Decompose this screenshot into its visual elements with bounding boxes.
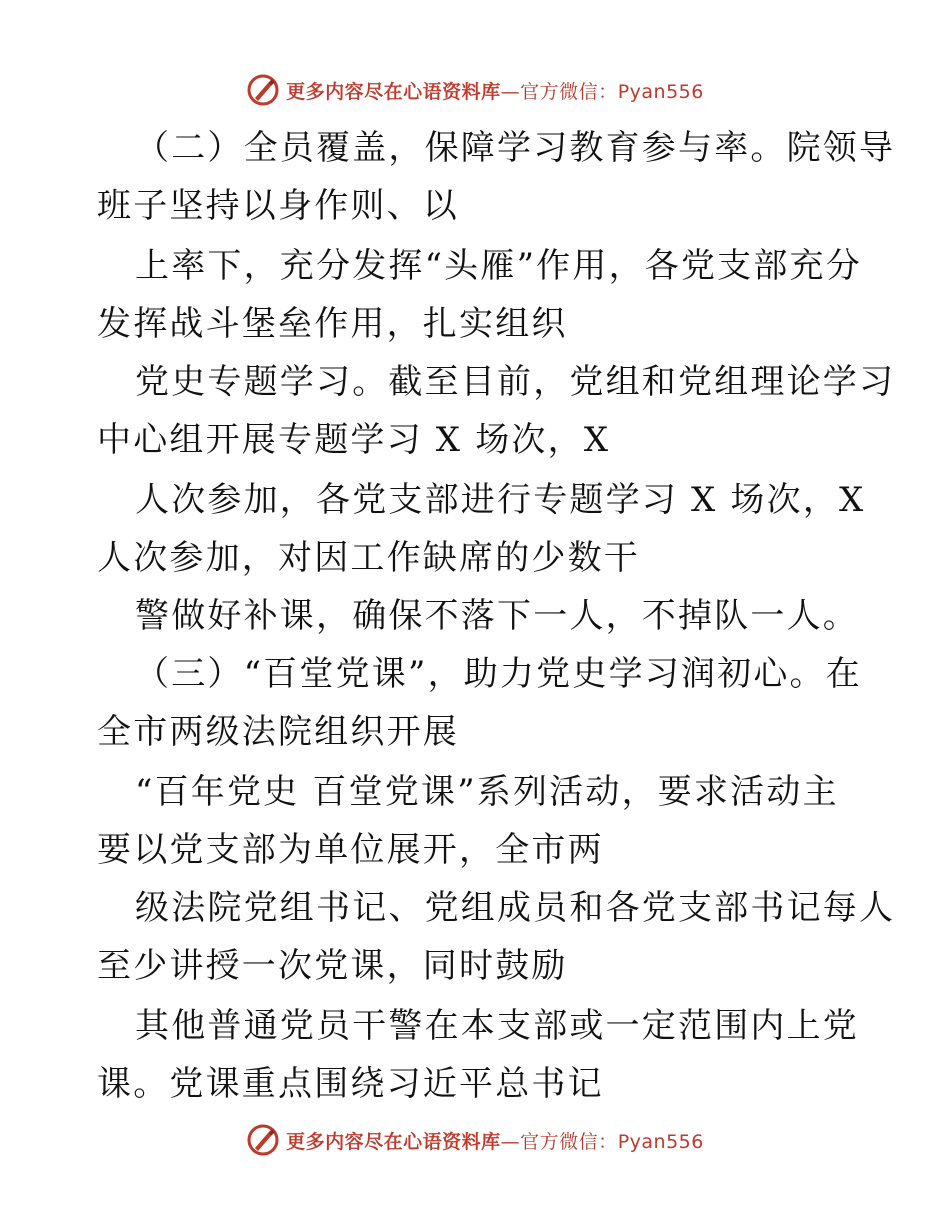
header-watermark [0,70,950,110]
body-line: 要以党支部为单位展开，全市两 [97,830,604,870]
body-line: 至少讲授一次党课，同时鼓励 [97,946,568,986]
watermark-handle: Pyan556 [617,1130,704,1153]
body-line: 级法院党组书记、党组成员和各党支部书记每人 [135,888,896,928]
body-line: 发挥战斗堡垒作用，扎实组织 [97,304,568,344]
body-line: 党史专题学习。截至目前，党组和党组理论学习 [135,362,896,402]
body-line: 课。党课重点围绕习近平总书记 [97,1064,604,1104]
watermark-dash: — [500,1130,521,1153]
body-line: 全市两级法院组织开展 [97,712,459,752]
watermark-handle: Pyan556 [617,80,704,103]
red-pen-circle-icon [246,73,280,107]
body-line: 中心组开展专题学习 X 场次，X [97,420,611,460]
watermark-text [286,1127,704,1154]
body-line: “百年党史 百堂党课”系列活动，要求活动主 [135,772,839,812]
body-line: 班子坚持以身作则、以 [97,186,459,226]
body-line: 人次参加，各党支部进行专题学习 X 场次，X [135,480,866,520]
watermark-official-label: 官方微信： [520,1130,618,1153]
watermark-site-text: 更多内容尽在心语资料库 [286,1130,501,1153]
body-line: 上率下，充分发挥“头雁”作用，各党支部充分 [135,246,862,286]
body-line: 人次参加，对因工作缺席的少数干 [97,538,640,578]
body-line: 其他普通党员干警在本支部或一定范围内上党 [135,1006,859,1046]
body-line: （三）“百堂党课”，助力党史学习润初心。在 [135,654,862,694]
watermark-site-text: 更多内容尽在心语资料库 [286,80,501,103]
body-line: 警做好补课，确保不落下一人，不掉队一人。 [135,596,859,636]
watermark-text [286,77,704,104]
watermark-dash: — [500,80,521,103]
red-pen-circle-icon [246,1123,280,1157]
footer-watermark [0,1120,950,1160]
body-line: （二）全员覆盖，保障学习教育参与率。院领导 [135,128,896,168]
watermark-official-label: 官方微信： [520,80,618,103]
